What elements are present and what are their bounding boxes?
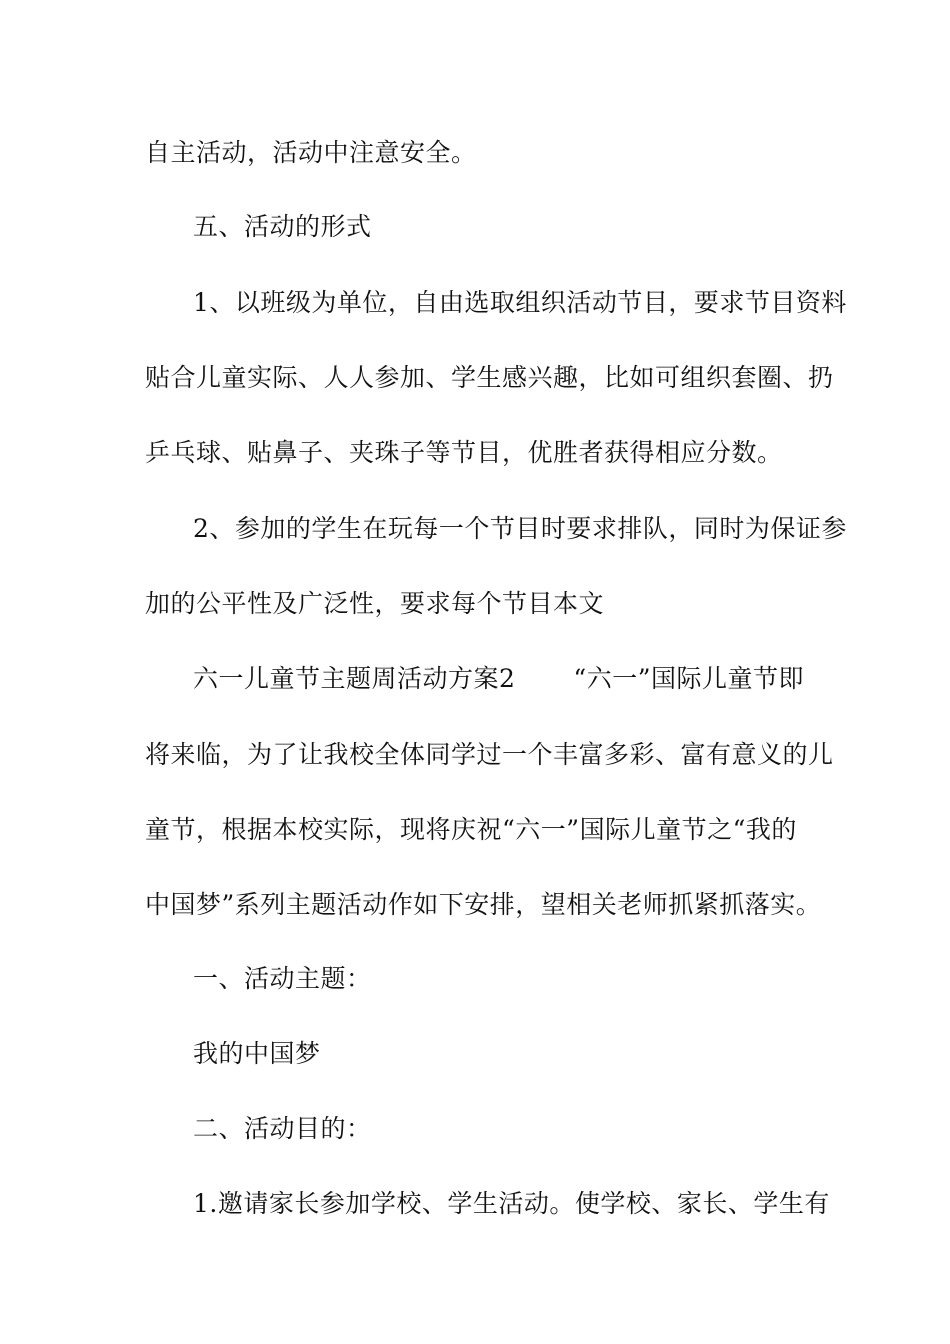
- paragraph-line: 1、以班级为单位，自由选取组织活动节目，要求节目资料: [193, 288, 847, 317]
- paragraph-line: [193, 662, 858, 696]
- paragraph-line: 2、参加的学生在玩每一个节目时要求排队，同时为保证参: [193, 514, 847, 543]
- paragraph-line: 加的公平性及广泛性，要求每个节目本文: [145, 589, 605, 618]
- paragraph-text: “六一”国际儿童节即: [573, 664, 804, 693]
- section-heading: 一、活动主题：: [193, 964, 372, 993]
- paragraph-line: 自主活动，活动中注意安全。: [145, 138, 477, 167]
- paragraph-line: 中国梦”系列主题活动作如下安排，望相关老师抓紧抓落实。: [145, 890, 822, 919]
- paragraph-line: 乒乓球、贴鼻子、夹珠子等节目，优胜者获得相应分数。: [145, 438, 783, 467]
- section-heading: 二、活动目的：: [193, 1114, 372, 1143]
- section-heading: 五、活动的形式: [193, 212, 372, 241]
- paragraph-line: 童节，根据本校实际，现将庆祝“六一”国际儿童节之“我的: [145, 815, 797, 844]
- paragraph-line: 贴合儿童实际、人人参加、学生感兴趣，比如可组织套圈、扔: [145, 363, 834, 392]
- plan-title: 六一儿童节主题周活动方案2: [193, 664, 516, 693]
- paragraph-line: 我的中国梦: [193, 1039, 321, 1068]
- paragraph-line: 1.邀请家长参加学校、学生活动。使学校、家长、学生有: [193, 1189, 830, 1218]
- paragraph-line: 将来临，为了让我校全体同学过一个丰富多彩、富有意义的儿: [145, 740, 834, 769]
